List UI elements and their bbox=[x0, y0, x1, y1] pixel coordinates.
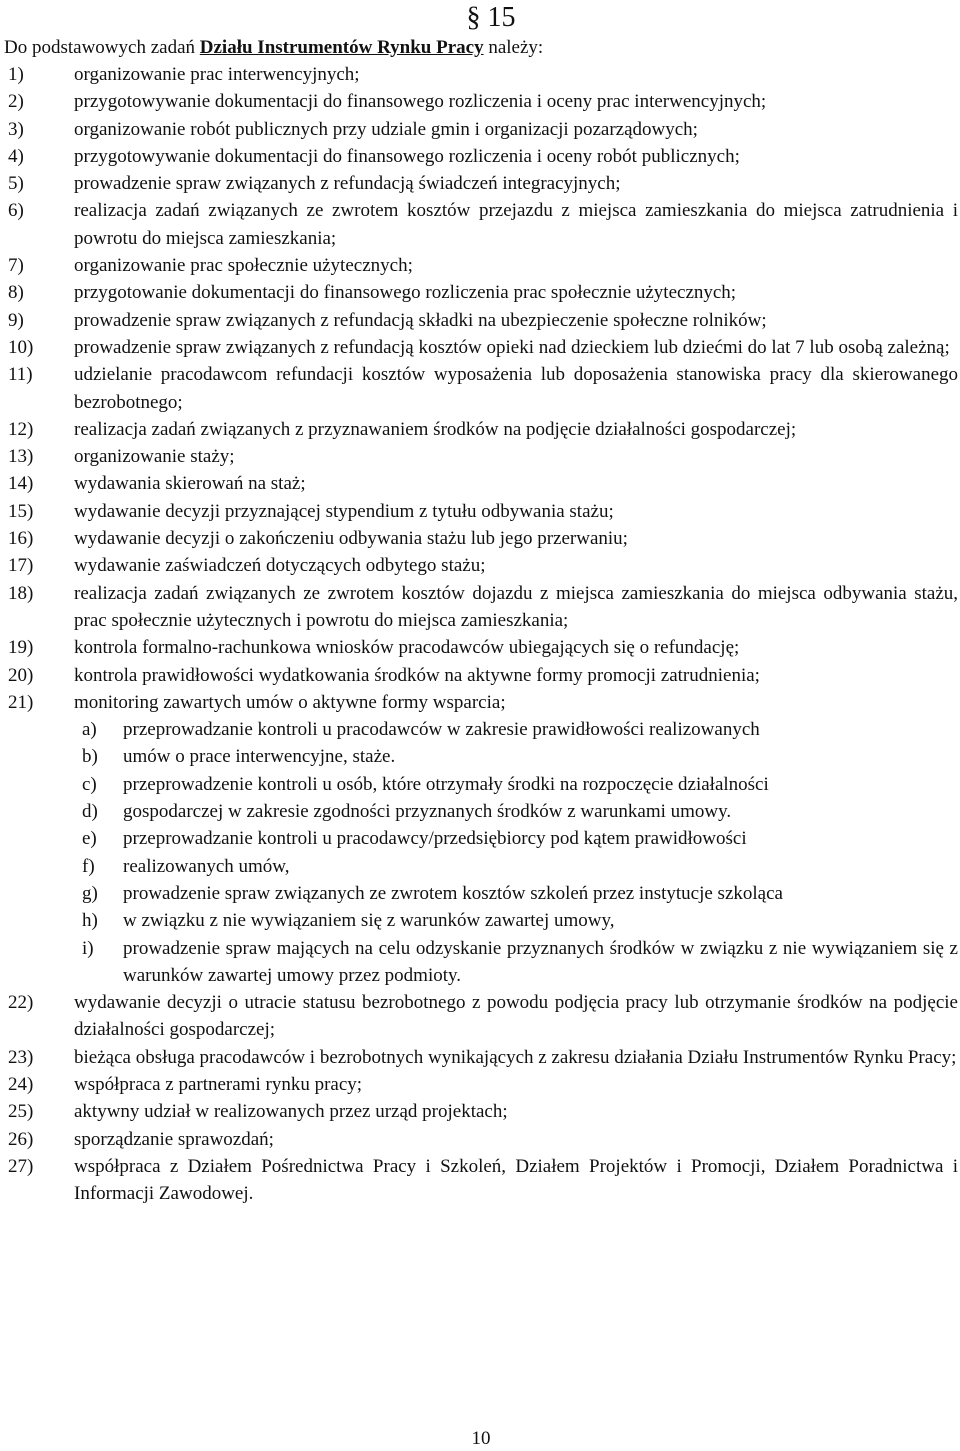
item-text: przygotowywanie dokumentacji do finansowego rozliczenia i oceny robót publicznych; bbox=[74, 145, 740, 167]
item-text: współpraca z Działem Pośrednictwa Pracy i Szkoleń, Działem Projektów i Promocji, Działem Poradnictwa i Informacji Zawodowej. bbox=[74, 1155, 958, 1205]
list-item bbox=[0, 116, 958, 143]
list-item bbox=[0, 1126, 958, 1153]
item-number: 26) bbox=[8, 1128, 34, 1150]
item-number: 14) bbox=[8, 473, 34, 495]
item-text: organizowanie prac interwencyjnych; bbox=[74, 64, 360, 85]
intro-after: należy: bbox=[483, 37, 544, 58]
list-item bbox=[0, 1044, 958, 1071]
item-text: realizacja zadań związanych z przyznawaniem środków na podjęcie działalności gospodarczej; bbox=[74, 418, 797, 440]
item-text: prowadzenie spraw związanych z refundacją świadczeń integracyjnych; bbox=[74, 173, 621, 195]
sub-item-letter: b) bbox=[82, 746, 98, 768]
item-text: realizacja zadań związanych ze zwrotem kosztów dojazdu z miejsca zamieszkania do miejsca odbywania stażu, prac społecznie użytecznych i powrotu do miejsca zamieszkania; bbox=[74, 582, 958, 631]
list-item bbox=[0, 279, 958, 306]
list-item bbox=[0, 525, 958, 552]
item-text: organizowanie robót publicznych przy udziale gmin i organizacji pozarządowych; bbox=[74, 118, 698, 140]
item-number: 3) bbox=[8, 118, 24, 140]
item-number: 21) bbox=[8, 691, 34, 713]
list-item bbox=[0, 61, 958, 88]
item-text: przygotowywanie dokumentacji do finansowego rozliczenia i oceny prac interwencyjnych; bbox=[74, 91, 767, 113]
item-number: 24) bbox=[8, 1073, 34, 1095]
item-number: 15) bbox=[8, 500, 34, 522]
item-number: 25) bbox=[8, 1101, 34, 1123]
sub-item-text: prowadzenie spraw związanych ze zwrotem kosztów szkoleń przez instytucje szkoląca bbox=[123, 882, 783, 904]
list-item bbox=[0, 470, 958, 497]
item-text: wydawanie decyzji o utracie statusu bezrobotnego z powodu podjęcia pracy lub otrzymanie środków na podjęcie działalności gospodarczej; bbox=[74, 992, 958, 1041]
sub-item-letter: d) bbox=[82, 801, 98, 823]
item-number: 18) bbox=[8, 582, 34, 604]
section-heading: § 15 bbox=[466, 2, 516, 33]
sub-list-item bbox=[82, 880, 958, 907]
department-name: Działu Instrumentów Rynku Pracy bbox=[199, 37, 484, 58]
item-number: 1) bbox=[8, 64, 24, 85]
item-text: wydawanie decyzji o zakończeniu odbywania stażu lub jego przerwaniu; bbox=[74, 528, 628, 550]
item-text: prowadzenie spraw związanych z refundacją kosztów opieki nad dzieckiem lub dziećmi do lat 7 lub osobą zależną; bbox=[74, 336, 950, 358]
list-item bbox=[0, 143, 958, 170]
item-text: udzielanie pracodawcom refundacji kosztów wyposażenia lub doposażenia stanowiska pracy dla skierowanego bezrobotnego; bbox=[74, 364, 958, 413]
sub-list-item bbox=[82, 907, 958, 934]
item-text: bieżąca obsługa pracodawców i bezrobotnych wynikających z zakresu działania Działu Instrumentów Rynku Pracy; bbox=[74, 1046, 957, 1068]
sub-item-letter: c) bbox=[82, 773, 97, 795]
item-text: współpraca z partnerami rynku pracy; bbox=[74, 1073, 363, 1095]
sub-item-letter: e) bbox=[82, 828, 97, 850]
item-number: 23) bbox=[8, 1046, 34, 1068]
item-number: 16) bbox=[8, 528, 34, 550]
list-item bbox=[0, 634, 958, 661]
item-number: 11) bbox=[8, 364, 33, 386]
sub-item-letter: f) bbox=[82, 855, 95, 877]
task-list bbox=[0, 61, 958, 1207]
sub-item-text: przeprowadzanie kontroli u pracodawcy/przedsiębiorcy pod kątem prawidłowości bbox=[123, 828, 747, 850]
list-item bbox=[0, 1098, 958, 1125]
sub-item-text: realizowanych umów, bbox=[123, 855, 290, 877]
item-number: 10) bbox=[8, 336, 34, 358]
item-number: 12) bbox=[8, 418, 34, 440]
item-number: 17) bbox=[8, 555, 34, 577]
sub-item-letter: h) bbox=[82, 910, 98, 932]
list-item bbox=[0, 689, 958, 716]
item-text: aktywny udział w realizowanych przez urząd projektach; bbox=[74, 1101, 508, 1123]
item-number: 8) bbox=[8, 282, 24, 304]
list-item bbox=[0, 443, 958, 470]
list-item bbox=[0, 498, 958, 525]
sub-item-text: umów o prace interwencyjne, staże. bbox=[123, 746, 396, 768]
item-number: 13) bbox=[8, 446, 34, 468]
item-number: 5) bbox=[8, 173, 24, 195]
list-item bbox=[0, 989, 958, 1044]
item-text: wydawanie decyzji przyznającej stypendium z tytułu odbywania stażu; bbox=[74, 500, 614, 522]
item-number: 9) bbox=[8, 309, 24, 331]
list-item bbox=[0, 552, 958, 579]
item-text: wydawanie zaświadczeń dotyczących odbytego stażu; bbox=[74, 555, 486, 577]
item-number: 4) bbox=[8, 145, 24, 167]
item-number: 19) bbox=[8, 637, 34, 659]
sub-list-item bbox=[82, 743, 958, 770]
sub-list-item bbox=[82, 798, 958, 825]
item-number: 2) bbox=[8, 91, 24, 113]
page-number: 10 bbox=[471, 1428, 491, 1449]
list-item bbox=[0, 1153, 958, 1208]
sub-list-item bbox=[82, 771, 958, 798]
item-text: realizacja zadań związanych ze zwrotem kosztów przejazdu z miejsca zamieszkania do miejsca zatrudnienia i powrotu do miejsca zamieszkania; bbox=[74, 200, 958, 249]
item-number: 7) bbox=[8, 255, 24, 277]
item-number: 27) bbox=[8, 1155, 34, 1177]
sub-list-item bbox=[82, 825, 958, 852]
item-text: kontrola formalno-rachunkowa wniosków pracodawców ubiegających się o refundację; bbox=[74, 637, 740, 659]
item-text: monitoring zawartych umów o aktywne formy wsparcia; bbox=[74, 691, 506, 713]
sub-item-text: gospodarczej w zakresie zgodności przyznanych środków z warunkami umowy. bbox=[123, 801, 732, 823]
list-item bbox=[0, 170, 958, 197]
sub-item-text: przeprowadzenie kontroli u osób, które otrzymały środki na rozpoczęcie działalności bbox=[123, 773, 769, 795]
item-text: organizowanie prac społecznie użytecznych; bbox=[74, 255, 413, 277]
list-item bbox=[0, 1071, 958, 1098]
list-item bbox=[0, 197, 958, 252]
intro-paragraph bbox=[4, 35, 958, 61]
item-text: prowadzenie spraw związanych z refundacją składki na ubezpieczenie społeczne rolników; bbox=[74, 309, 767, 331]
sub-list-item bbox=[82, 935, 958, 990]
sub-list-item bbox=[82, 853, 958, 880]
list-item bbox=[0, 361, 958, 416]
intro-before: Do podstawowych zadań bbox=[4, 37, 200, 58]
item-number: 20) bbox=[8, 664, 34, 686]
sub-item-letter: a) bbox=[82, 719, 97, 741]
list-item bbox=[0, 580, 958, 635]
item-text: organizowanie staży; bbox=[74, 446, 235, 468]
item-text: przygotowanie dokumentacji do finansowego rozliczenia prac społecznie użytecznych; bbox=[74, 282, 737, 304]
list-item bbox=[0, 252, 958, 279]
list-item bbox=[0, 88, 958, 115]
item-number: 22) bbox=[8, 992, 34, 1014]
sub-item-text: w związku z nie wywiązaniem się z warunków zawartej umowy, bbox=[123, 910, 615, 932]
sub-item-text: przeprowadzanie kontroli u pracodawców w zakresie prawidłowości realizowanych bbox=[123, 719, 760, 741]
item-text: kontrola prawidłowości wydatkowania środków na aktywne formy promocji zatrudnienia; bbox=[74, 664, 760, 686]
sub-list bbox=[0, 716, 958, 989]
sub-item-letter: i) bbox=[82, 937, 94, 959]
list-item bbox=[0, 307, 958, 334]
sub-item-text: prowadzenie spraw mających na celu odzyskanie przyznanych środków w związku z nie wywiązaniem się z warunków zawartej umowy przez podmioty. bbox=[123, 937, 958, 986]
item-text: wydawania skierowań na staż; bbox=[74, 473, 306, 495]
item-text: sporządzanie sprawozdań; bbox=[74, 1128, 274, 1150]
list-item bbox=[0, 662, 958, 689]
sub-list-item bbox=[82, 716, 958, 743]
list-item bbox=[0, 334, 958, 361]
item-number: 6) bbox=[8, 200, 24, 222]
list-item bbox=[0, 416, 958, 443]
sub-item-letter: g) bbox=[82, 882, 98, 904]
